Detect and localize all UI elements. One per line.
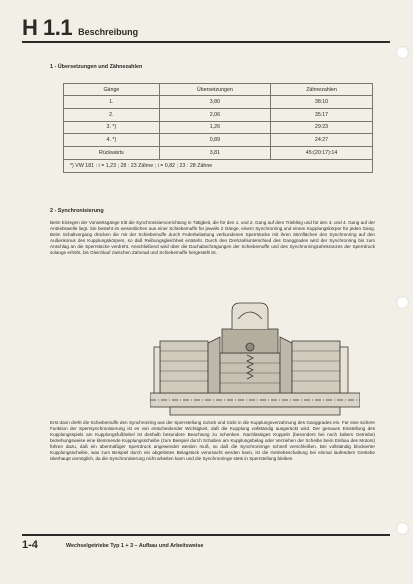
table-cell: 2.: [64, 108, 160, 121]
table-cell: 1,26: [159, 121, 270, 134]
table-cell: 1.: [64, 96, 160, 109]
table-row: [64, 108, 373, 121]
col-header-ratios: Übersetzungen: [159, 84, 270, 96]
footer-title: Wechselgetriebe Typ 1 + 3 – Aufbau und Arbeitsweise: [66, 543, 204, 549]
table-cell: 35:17: [271, 108, 373, 121]
synchronization-paragraph-1: Beim Einlegen der Vorwärtsgänge tritt die Synchronisiervorrichtung in Tätigkeit, die für den 1. und 2. Gang auf dem Triebling und für den 3. und 4. Gang auf der Antriebswelle liegt. Sie besteht im wesentlichen aus einer Schiebemuffe für jeweils 2 Gänge, einem Synchronring und einem Kupplungskörper für jeden Gang. Beim Schaltvorgang drücken die mit der Schiebemuffe durch Federbelastung verbundenen Sperrstücke mit ihren Stirnflächen den Synchronring auf den Außenkonus des Kupplungskörpers, so daß Reibungsgleichheit entsteht. Durch den Drehzahlunterschied des Ganggrades wird der Synchronring bis zum Anschlag an die Sperrstücke verdreht. Anschließend wird über die Dachabschrägungen der Schiebemuffe und des Synchronringzahnkranzes der Sperrdruck solange erhöht, bis Gleichlauf zwischen Zahnrad und Schiebemuffe hergestellt ist.: [50, 220, 375, 256]
page-header: [22, 16, 138, 42]
table-row: [64, 134, 373, 147]
table-cell: 38:10: [271, 96, 373, 109]
table-row: [64, 96, 373, 109]
punch-hole-top: [396, 46, 409, 59]
table-cell: 4. *): [64, 134, 160, 147]
table-row: [64, 147, 373, 160]
col-header-gears: Gänge: [64, 84, 160, 96]
table-cell: 3,80: [159, 96, 270, 109]
section2-heading: 2 - Synchronisierung: [50, 208, 104, 214]
table-footnote-row: [64, 159, 373, 172]
table-cell: 2,06: [159, 108, 270, 121]
synchronization-paragraph-2: Erst dann dreht die Schiebemuffe den Synchronring aus der Sperrstellung zurück und rückt in die Kupplungsverzahnung des Ganggrades ein. Für eine sichere Funktion der Sperrsynchronisierung ist es von entscheidender Wichtigkeit, daß die Kupplung vollständig ausgerückt wird. Der genauen Einstellung des Kupplungsspiels am Kupplungsfußhebel ist deshalb besondere Beachtung zu schenken. Nachlässiges Kuppeln (besonders bei noch kaltem Getriebe) beziehungsweise eine klemmende Kupplungsscheibe (zum Beispiel durch Schaben am Kupplungsbelag oder Verziehen der Scheibe beim Einbau des Motors) führen dazu, daß ein übermäßiger Sperrdruck angewendet werden muß, so daß die Synchronringe schnell verschleißen. Bei vollständig blockierter Kupplungsscheibe, was zum Beispiel durch ein abgelöstes Belagstück verursacht werden kann, ist die Getriebeschaltung bei einmal laufendem Getriebe überhaupt unmöglich, da die Synchronisierung nicht arbeiten kann und die Synchronringe stets in Sperrstellung bleiben.: [50, 420, 375, 462]
table-cell: 0,89: [159, 134, 270, 147]
table-cell: 24:27: [271, 134, 373, 147]
gear-ratio-table: [63, 83, 373, 173]
table-header-row: [64, 84, 373, 96]
footer-rule: [22, 534, 390, 536]
section-title: Beschreibung: [78, 27, 139, 37]
table-cell: 3,81: [159, 147, 270, 160]
page-number: 1-4: [22, 539, 38, 551]
section1-heading: 1 - Übersetzungen und Zähnezahlen: [50, 64, 143, 70]
table-cell: 29:23: [271, 121, 373, 134]
punch-hole-bottom: [396, 522, 409, 535]
punch-hole-middle: [396, 296, 409, 309]
table-cell: 3. *): [64, 121, 160, 134]
header-rule: [22, 41, 390, 43]
table-cell: 45:(20:17):14: [271, 147, 373, 160]
section-number: H 1.1: [22, 15, 73, 40]
col-header-teeth: Zähnezahlen: [271, 84, 373, 96]
table-row: [64, 121, 373, 134]
synchronizer-cross-section-diagram: [150, 295, 360, 417]
table-footnote: *) VW 181 : i = 1,23 ; 28 : 23 Zähne ; i = 0,82 ; 23 : 28 Zähne: [64, 159, 373, 172]
table-cell: Rückwärts: [64, 147, 160, 160]
